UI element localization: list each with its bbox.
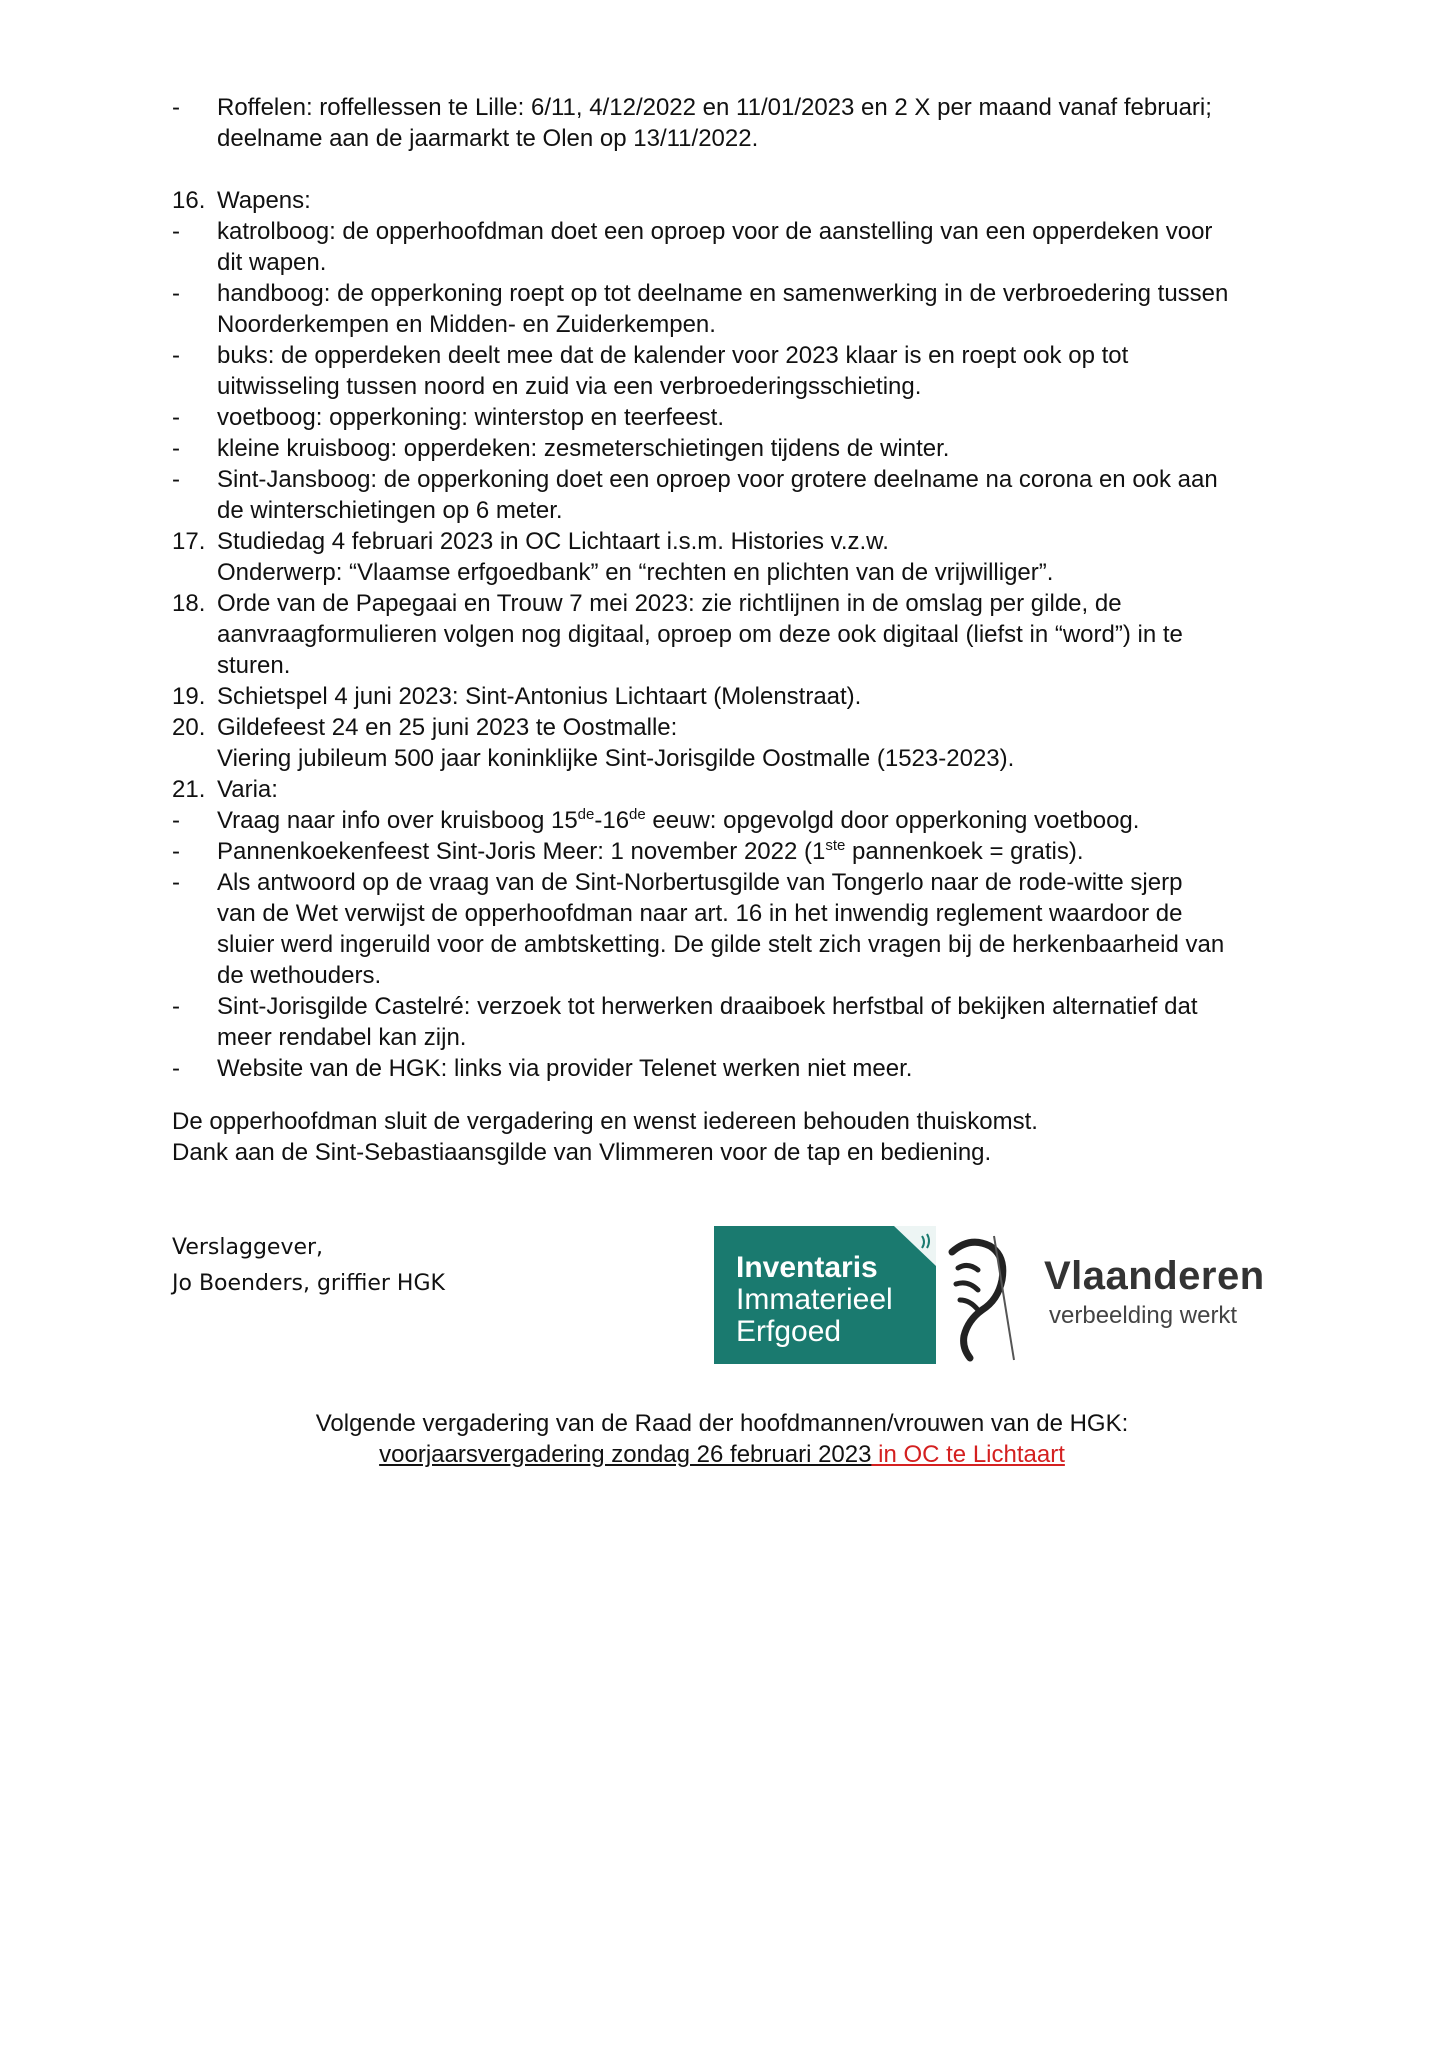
bullet-marker: - xyxy=(172,807,180,834)
closing-line: De opperhoofdman sluit de vergadering en wenst iedereen behouden thuiskomst. xyxy=(172,1108,1038,1135)
list-item-line: deelname aan de jaarmarkt te Olen op 13/11/2022. xyxy=(217,125,759,152)
section-line: Viering jubileum 500 jaar koninklijke Sint-Jorisgilde Oostmalle (1523-2023). xyxy=(217,745,1015,772)
list-item xyxy=(172,278,1352,340)
list-item-line: sluier werd ingeruild voor de ambtsketting. De gilde stelt zich vragen bij de herkenbaarheid van xyxy=(217,931,1225,958)
next-meeting-location: in OC te Lichtaart xyxy=(871,1441,1065,1468)
section-21-heading xyxy=(172,774,1352,805)
list-item xyxy=(172,805,1352,836)
section-line: Schietspel 4 juni 2023: Sint-Antonius Lichtaart (Molenstraat). xyxy=(217,683,862,710)
bullet-marker: - xyxy=(172,280,180,307)
reporter-block xyxy=(172,1230,692,1302)
bullet-marker: - xyxy=(172,869,180,896)
next-meeting xyxy=(172,1408,1272,1470)
closing-line: Dank aan de Sint-Sebastiaansgilde van Vlimmeren voor de tap en bediening. xyxy=(172,1139,992,1166)
section-line: Gildefeest 24 en 25 juni 2023 te Oostmalle: xyxy=(217,714,678,741)
list-item xyxy=(172,836,1352,867)
list-item-line: katrolboog: de opperhoofdman doet een oproep voor de aanstelling van een opperdeken voor xyxy=(217,218,1213,245)
list-item xyxy=(172,216,1352,278)
list-item-line: kleine kruisboog: opperdeken: zesmeterschietingen tijdens de winter. xyxy=(217,435,950,462)
list-item xyxy=(172,402,1352,433)
closing-text xyxy=(172,1106,1352,1168)
section-number: 20. xyxy=(172,714,206,741)
section-number: 21. xyxy=(172,776,206,803)
bullet-marker: - xyxy=(172,1055,180,1082)
list-item-line: voetboog: opperkoning: winterstop en teerfeest. xyxy=(217,404,724,431)
section-line: sturen. xyxy=(217,652,291,679)
list-item-line: de winterschietingen op 6 meter. xyxy=(217,497,563,524)
section-18 xyxy=(172,588,1352,681)
inventaris-logo-box xyxy=(714,1226,936,1364)
next-meeting-line: Volgende vergadering van de Raad der hoofdmannen/vrouwen van de HGK: xyxy=(315,1410,1129,1437)
list-item-line: buks: de opperdeken deelt mee dat de kalender voor 2023 klaar is en roept ook op tot xyxy=(217,342,1129,369)
list-item-line: dit wapen. xyxy=(217,249,327,276)
list-item-line: Als antwoord op de vraag van de Sint-Norbertusgilde van Tongerlo naar de rode-witte sjerp xyxy=(217,869,1183,896)
list-item-line: Roffelen: roffellessen te Lille: 6/11, 4/12/2022 en 11/01/2023 en 2 X per maand vanaf februari; xyxy=(217,94,1212,121)
bullet-marker: - xyxy=(172,435,180,462)
section-number: 18. xyxy=(172,590,206,617)
list-item-line: meer rendabel kan zijn. xyxy=(217,1024,467,1051)
logo-line-3: Erfgoed xyxy=(736,1315,842,1348)
text-run: -16 xyxy=(594,807,630,834)
leaf-corner-icon xyxy=(894,1226,936,1266)
inventaris-vlaanderen-logo xyxy=(714,1226,1274,1364)
section-number: 17. xyxy=(172,528,206,555)
list-item xyxy=(172,340,1352,402)
list-item-line: handboog: de opperkoning roept op tot deelname en samenwerking in de verbroedering tussen xyxy=(217,280,1229,307)
list-item-line: van de Wet verwijst de opperhoofdman naar art. 16 in het inwendig reglement waardoor de xyxy=(217,900,1183,927)
section-20 xyxy=(172,712,1352,774)
logo-line-1: Inventaris xyxy=(736,1251,878,1284)
section-number: 19. xyxy=(172,683,206,710)
bullet-marker: - xyxy=(172,466,180,493)
minutes-body xyxy=(172,92,1352,1084)
next-meeting-date-line xyxy=(172,1439,1272,1470)
bullet-marker: - xyxy=(172,838,180,865)
next-meeting-date: voorjaarsvergadering zondag 26 februari 2023 xyxy=(379,1441,872,1468)
list-item-line xyxy=(217,805,1352,836)
vlaanderen-slogan: verbeelding werkt xyxy=(1049,1302,1238,1329)
list-item-line: Sint-Jansboog: de opperkoning doet een oproep voor grotere deelname na corona en ook aan xyxy=(217,466,1218,493)
list-item xyxy=(172,991,1352,1053)
section-17 xyxy=(172,526,1352,588)
bullet-marker: - xyxy=(172,993,180,1020)
list-item-line: uitwisseling tussen noord en zuid via een verbroederingsschieting. xyxy=(217,373,922,400)
section-title: Wapens: xyxy=(217,187,311,214)
bullet-marker: - xyxy=(172,218,180,245)
list-item-roffelen xyxy=(172,92,1352,154)
flemish-lion-icon xyxy=(944,1230,1018,1364)
section-line: Orde van de Papegaai en Trouw 7 mei 2023: zie richtlijnen in de omslag per gilde, de xyxy=(217,590,1122,617)
section-line: aanvraagformulieren volgen nog digitaal, oproep om deze ook digitaal (liefst in “word”) in te xyxy=(217,621,1183,648)
list-item xyxy=(172,464,1352,526)
list-item xyxy=(172,433,1352,464)
bullet-marker: - xyxy=(172,94,180,121)
list-item-line: Sint-Jorisgilde Castelré: verzoek tot herwerken draaiboek herfstbal of bekijken alternatief dat xyxy=(217,993,1198,1020)
list-item-line xyxy=(217,836,1352,867)
text-run: Vraag naar info over kruisboog 15 xyxy=(217,807,578,834)
section-title: Varia: xyxy=(217,776,278,803)
spacer xyxy=(172,154,1352,185)
logo-line-2: Immaterieel xyxy=(736,1283,893,1316)
section-16-heading xyxy=(172,185,1352,216)
bullet-marker: - xyxy=(172,342,180,369)
list-item xyxy=(172,1053,1352,1084)
superscript: de xyxy=(629,806,646,823)
superscript: de xyxy=(577,806,595,823)
text-run: pannenkoek = gratis). xyxy=(845,838,1084,865)
superscript: ste xyxy=(825,837,846,854)
section-19 xyxy=(172,681,1352,712)
list-item-line: de wethouders. xyxy=(217,962,382,989)
reporter-role: Verslaggever, xyxy=(172,1235,324,1260)
list-item xyxy=(172,867,1352,991)
vlaanderen-wordmark: Vlaanderen xyxy=(1044,1254,1265,1298)
list-item-line: Website van de HGK: links via provider Telenet werken niet meer. xyxy=(217,1055,913,1082)
section-line: Onderwerp: “Vlaamse erfgoedbank” en “rechten en plichten van de vrijwilliger”. xyxy=(217,559,1054,586)
section-line: Studiedag 4 februari 2023 in OC Lichtaart i.s.m. Histories v.z.w. xyxy=(217,528,889,555)
text-run: Pannenkoekenfeest Sint-Joris Meer: 1 november 2022 (1 xyxy=(217,838,826,865)
text-run: eeuw: opgevolgd door opperkoning voetboog. xyxy=(645,807,1140,834)
list-item-line: Noorderkempen en Midden- en Zuiderkempen. xyxy=(217,311,716,338)
reporter-name: Jo Boenders, griffier HGK xyxy=(172,1271,445,1296)
section-number: 16. xyxy=(172,187,206,214)
bullet-marker: - xyxy=(172,404,180,431)
